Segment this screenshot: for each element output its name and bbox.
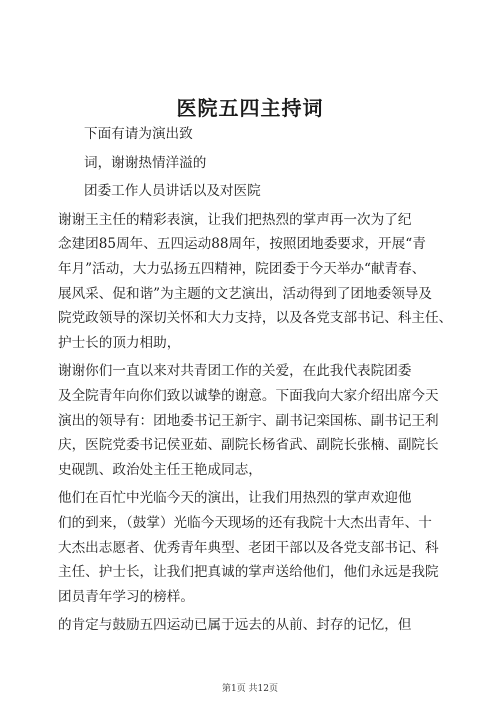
- paragraph: [58, 613, 445, 638]
- text-line: 的肯定与鼓励五四运动已属于远去的从前、封存的记忆，但: [58, 617, 412, 634]
- text-line: 年月”活动，大力弘扬五四精神，院团委于今天举办“献青春、: [58, 260, 426, 277]
- document-title: 医院五四主持词: [176, 96, 324, 120]
- text-line: 谢谢你们一直以来对共青团工作的关爱，在此我代表院团委: [58, 363, 412, 380]
- text-line: 护士长的顶力相助，: [58, 334, 181, 351]
- paragraph: [58, 486, 445, 609]
- text-line: 演出的领导有：团地委书记王新宇、副书记栾国栋、副书记王利: [58, 412, 439, 429]
- text-line: 史砚凯、政治处主任王艳成同志，: [58, 461, 262, 478]
- text-line: 展风采、促和谐”为主题的文艺演出，活动得到了团地委领导及: [58, 285, 432, 302]
- intro-line: 下面有请为演出致: [84, 126, 193, 142]
- text-line: 谢谢王主任的精彩表演，让我们把热烈的掌声再一次为了纪: [58, 211, 412, 228]
- text-line: 院党政领导的深切关怀和大力支持，以及各党支部书记、科主任、: [58, 310, 453, 327]
- document-body: [58, 122, 453, 638]
- text-line: 及全院青年向你们致以诚挚的谢意。下面我向大家介绍出席今天: [58, 387, 439, 404]
- text-line: 们的到来，（鼓掌）光临今天现场的还有我院十大杰出青年、十: [58, 514, 432, 531]
- text-line: 主任、护士长，让我们把真诚的掌声送给他们，他们永远是我院: [58, 564, 439, 581]
- intro-line: 词，谢谢热情洋溢的: [84, 154, 207, 171]
- text-line: 大杰出志愿者、优秀青年典型、老团干部以及各党支部书记、科: [58, 539, 439, 556]
- text-line: 念建团85周年、五四运动88周年，按照团地委要求，开展“青: [58, 236, 426, 253]
- intro-line: 团委工作人员讲话以及对医院: [84, 183, 261, 200]
- text-line: 团员青年学习的榜样。: [58, 588, 194, 605]
- text-line: 他们在百忙中光临今天的演出，让我们用热烈的掌声欢迎他: [58, 490, 412, 507]
- text-line: 庆，医院党委书记侯亚茹、副院长杨省武、副院长张楠、副院长: [58, 437, 439, 454]
- page-footer: 第1页 共12页: [221, 684, 279, 694]
- paragraph: [58, 208, 453, 356]
- paragraph: [58, 359, 445, 482]
